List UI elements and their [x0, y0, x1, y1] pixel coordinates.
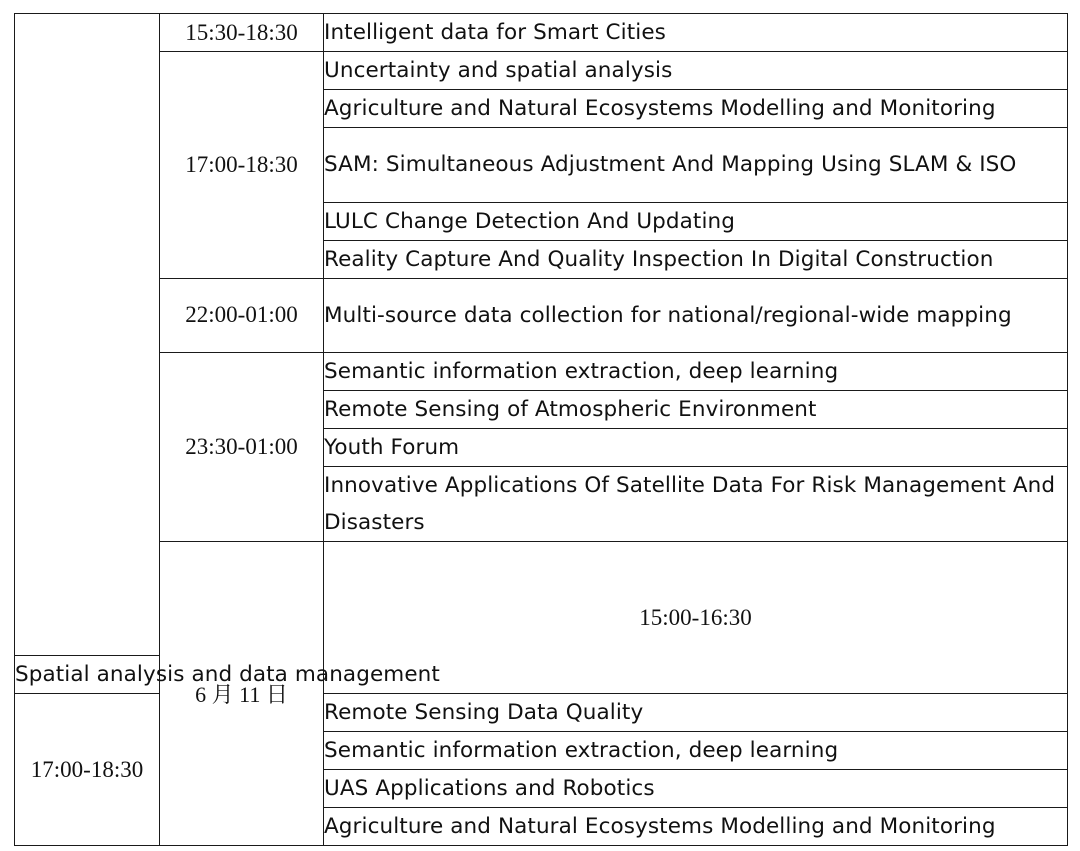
session-topic-cell: SAM: Simultaneous Adjustment And Mapping Using SLAM & ISO — [324, 128, 1068, 203]
session-topic-cell: Agriculture and Natural Ecosystems Modelling and Monitoring — [324, 90, 1068, 128]
session-topic-cell: Uncertainty and spatial analysis — [324, 52, 1068, 90]
session-topic-cell: Remote Sensing Data Quality — [324, 694, 1068, 732]
session-topic-cell: Semantic information extraction, deep learning — [324, 732, 1068, 770]
time-slot-cell: 22:00-01:00 — [160, 278, 324, 353]
table-row — [15, 353, 1068, 391]
table-row — [15, 52, 1068, 90]
session-topic-cell: Semantic information extraction, deep learning — [324, 353, 1068, 391]
date-cell-day2: 6 月 11 日 — [160, 542, 324, 846]
time-slot-cell: 23:30-01:00 — [160, 353, 324, 542]
session-topic-cell: Intelligent data for Smart Cities — [324, 14, 1068, 52]
schedule-table — [14, 13, 1068, 846]
date-cell-day1 — [15, 14, 160, 656]
session-topic-cell: UAS Applications and Robotics — [324, 770, 1068, 808]
table-row — [15, 542, 1068, 580]
session-topic-cell: Reality Capture And Quality Inspection In Digital Construction — [324, 240, 1068, 278]
session-topic-cell: Spatial analysis and data management — [15, 656, 160, 694]
session-topic-cell: Youth Forum — [324, 429, 1068, 467]
time-slot-cell: 17:00-18:30 — [160, 52, 324, 279]
session-topic-cell: LULC Change Detection And Updating — [324, 202, 1068, 240]
time-slot-cell: 15:00-16:30 — [324, 542, 1068, 694]
session-topic-cell: Agriculture and Natural Ecosystems Modelling and Monitoring — [324, 808, 1068, 846]
time-slot-cell: 15:30-18:30 — [160, 14, 324, 52]
session-topic-cell: Remote Sensing of Atmospheric Environment — [324, 391, 1068, 429]
session-topic-cell: Multi-source data collection for national/regional-wide mapping — [324, 278, 1068, 353]
table-row — [15, 14, 1068, 52]
session-topic-cell: Innovative Applications Of Satellite Data For Risk Management And Disasters — [324, 467, 1068, 542]
time-slot-cell: 17:00-18:30 — [15, 694, 160, 846]
table-row — [15, 278, 1068, 353]
